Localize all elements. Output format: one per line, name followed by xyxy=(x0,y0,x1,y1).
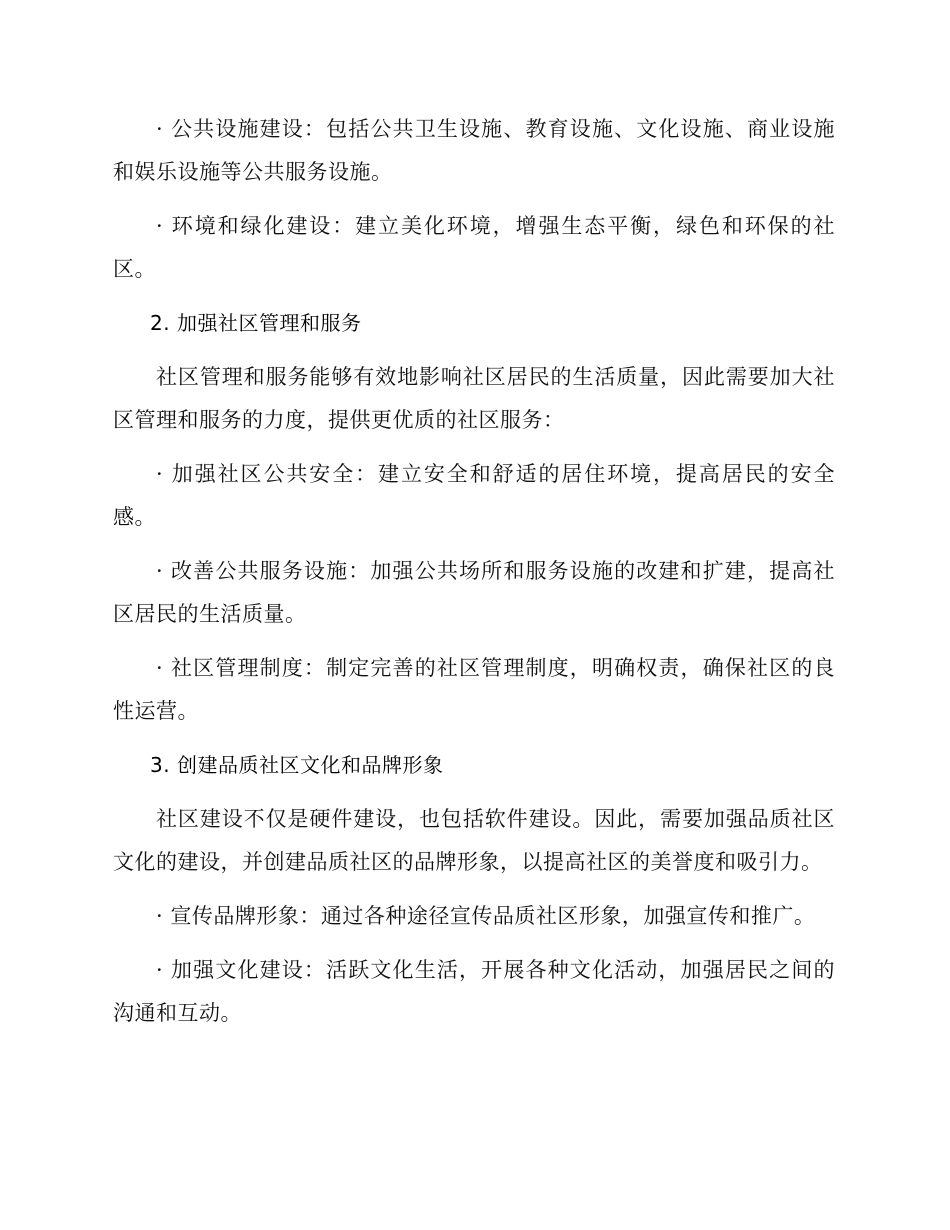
paragraph-management-intro: 社区管理和服务能够有效地影响社区居民的生活质量，因此需要加大社区管理和服务的力度，提供更优质的社区服务： xyxy=(113,365,835,432)
bullet-environment-greening: · 环境和绿化建设：建立美化环境，增强生态平衡，绿色和环保的社区。 xyxy=(113,214,835,281)
bullet-culture-building: · 加强文化建设：活跃文化生活，开展各种文化活动，加强居民之间的沟通和互动。 xyxy=(113,958,835,1025)
bullet-public-facilities: · 公共设施建设：包括公共卫生设施、教育设施、文化设施、商业设施和娱乐设施等公共服务设施。 xyxy=(113,117,835,184)
paragraph-culture-intro: 社区建设不仅是硬件建设，也包括软件建设。因此，需要加强品质社区文化的建设，并创建品质社区的品牌形象，以提高社区的美誉度和吸引力。 xyxy=(113,807,835,874)
section-heading-2: 2. 加强社区管理和服务 xyxy=(150,311,362,335)
section-heading-3: 3. 创建品质社区文化和品牌形象 xyxy=(150,753,444,777)
bullet-brand-promotion: · 宣传品牌形象：通过各种途径宣传品质社区形象，加强宣传和推广。 xyxy=(156,904,816,928)
bullet-public-safety: · 加强社区公共安全：建立安全和舒适的居住环境，提高居民的安全感。 xyxy=(113,462,835,529)
bullet-management-system: · 社区管理制度：制定完善的社区管理制度，明确权责，确保社区的良性运营。 xyxy=(113,656,835,723)
bullet-improve-services: · 改善公共服务设施：加强公共场所和服务设施的改建和扩建，提高社区居民的生活质量。 xyxy=(113,559,835,626)
document-body xyxy=(113,108,835,1046)
